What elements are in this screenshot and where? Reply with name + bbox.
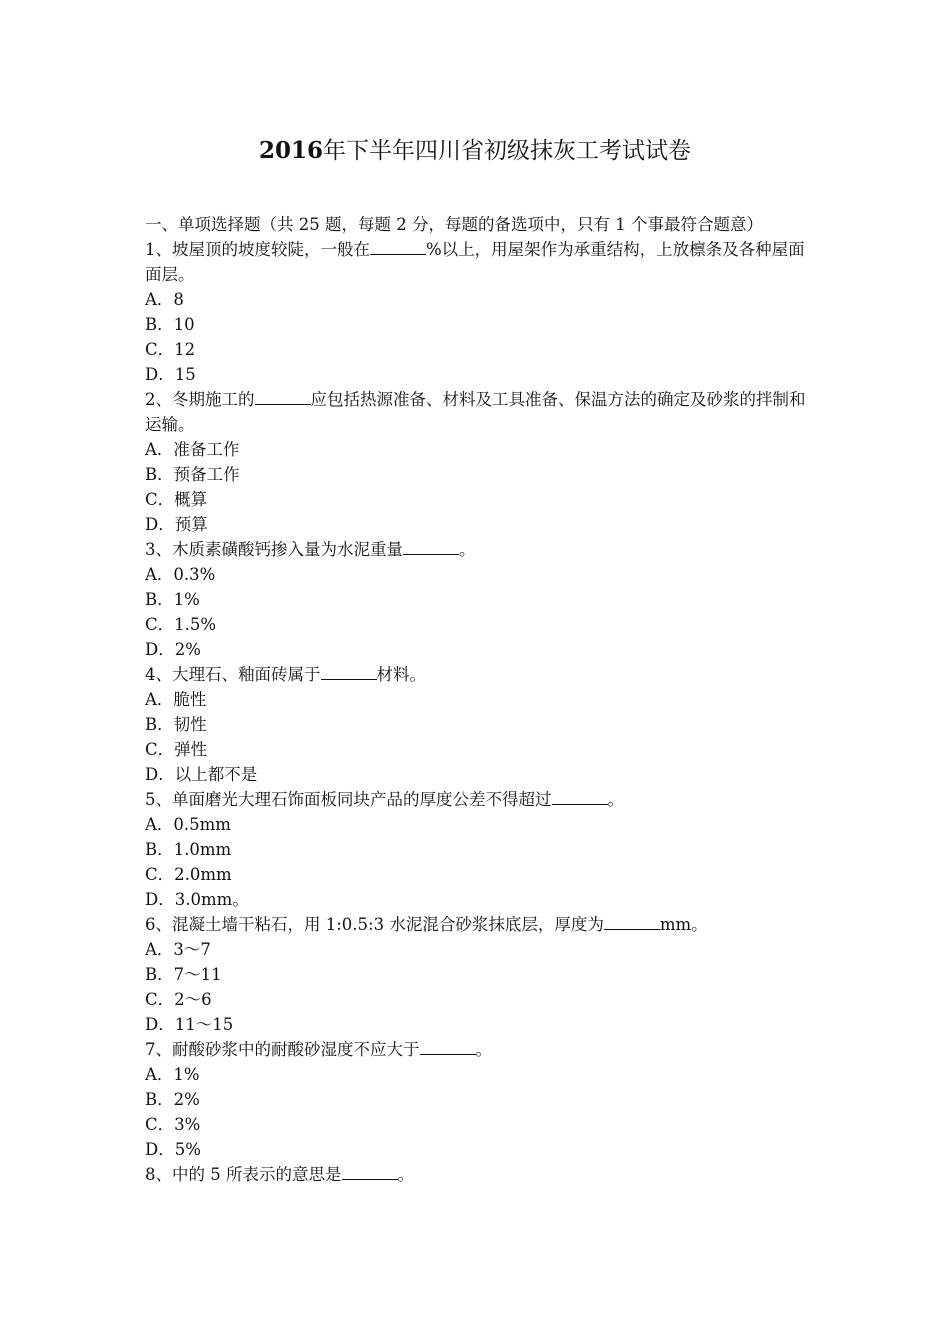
question-3-option-c: C．1.5% <box>145 615 217 634</box>
question-4-option-d: D．以上都不是 <box>145 765 258 784</box>
question-1-option-d: D．15 <box>145 365 196 384</box>
question-6-option-a: A．3～7 <box>145 940 211 959</box>
question-7-option-b: B．2% <box>145 1090 200 1109</box>
question-8-stem: 8、中的 5 所表示的意思是 。 <box>145 1165 414 1184</box>
question-5-option-c: C．2.0mm <box>145 865 232 884</box>
question-1-option-b: B．10 <box>145 315 195 334</box>
question-6-option-b: B．7～11 <box>145 965 222 984</box>
question-5-option-a: A．0.5mm <box>145 815 231 834</box>
question-2-option-b: B．预备工作 <box>145 465 240 484</box>
answer-blank <box>403 540 459 555</box>
question-1-stem: 1、坡屋顶的坡度较陡，一般在 %以上，用屋架作为承重结构，上放檩条及各种屋面面层。 <box>145 240 805 284</box>
question-4-option-c: C．弹性 <box>145 740 208 759</box>
answer-blank <box>321 665 377 680</box>
question-3-option-b: B．1% <box>145 590 200 609</box>
question-6-option-c: C．2～6 <box>145 990 212 1009</box>
question-3-option-d: D．2% <box>145 640 201 659</box>
question-2-option-d: D．预算 <box>145 515 208 534</box>
question-6-stem: 6、混凝土墙干粘石，用 1:0.5:3 水泥混合砂浆抹底层，厚度为 mm。 <box>145 915 708 934</box>
question-5-option-d: D．3.0mm。 <box>145 890 249 909</box>
document-body <box>145 212 810 1187</box>
question-5-stem: 5、单面磨光大理石饰面板同块产品的厚度公差不得超过 。 <box>145 790 624 809</box>
answer-blank <box>370 240 426 255</box>
question-2-stem: 2、冬期施工的 应包括热源准备、材料及工具准备、保温方法的确定及砂浆的拌制和运输。 <box>145 390 806 434</box>
answer-blank <box>342 1165 398 1180</box>
question-7-option-a: A．1% <box>145 1065 200 1084</box>
answer-blank <box>604 915 660 930</box>
document-title <box>0 134 950 168</box>
answer-blank <box>420 1040 476 1055</box>
question-4-option-a: A．脆性 <box>145 690 207 709</box>
question-4-option-b: B．韧性 <box>145 715 207 734</box>
title-year: 2016 <box>258 137 323 164</box>
question-2-option-a: A．准备工作 <box>145 440 240 459</box>
title-text: 年下半年四川省初级抹灰工考试试卷 <box>323 138 691 164</box>
question-5-option-b: B．1.0mm <box>145 840 232 859</box>
question-3-stem: 3、木质素磺酸钙掺入量为水泥重量 。 <box>145 540 476 559</box>
question-7-option-c: C．3% <box>145 1115 201 1134</box>
question-3-option-a: A．0.3% <box>145 565 216 584</box>
answer-blank <box>552 790 608 805</box>
question-4-stem: 4、大理石、釉面砖属于 材料。 <box>145 665 426 684</box>
question-6-option-d: D．11～15 <box>145 1015 234 1034</box>
question-2-option-c: C．概算 <box>145 490 208 509</box>
question-1-option-a: A．8 <box>145 290 184 309</box>
answer-blank <box>255 390 311 405</box>
question-1-option-c: C．12 <box>145 340 196 359</box>
question-7-option-d: D．5% <box>145 1140 201 1159</box>
section-intro: 一、单项选择题（共 25 题，每题 2 分，每题的备选项中，只有 1 个事最符合题意） <box>145 215 763 234</box>
question-7-stem: 7、耐酸砂浆中的耐酸砂湿度不应大于 。 <box>145 1040 492 1059</box>
